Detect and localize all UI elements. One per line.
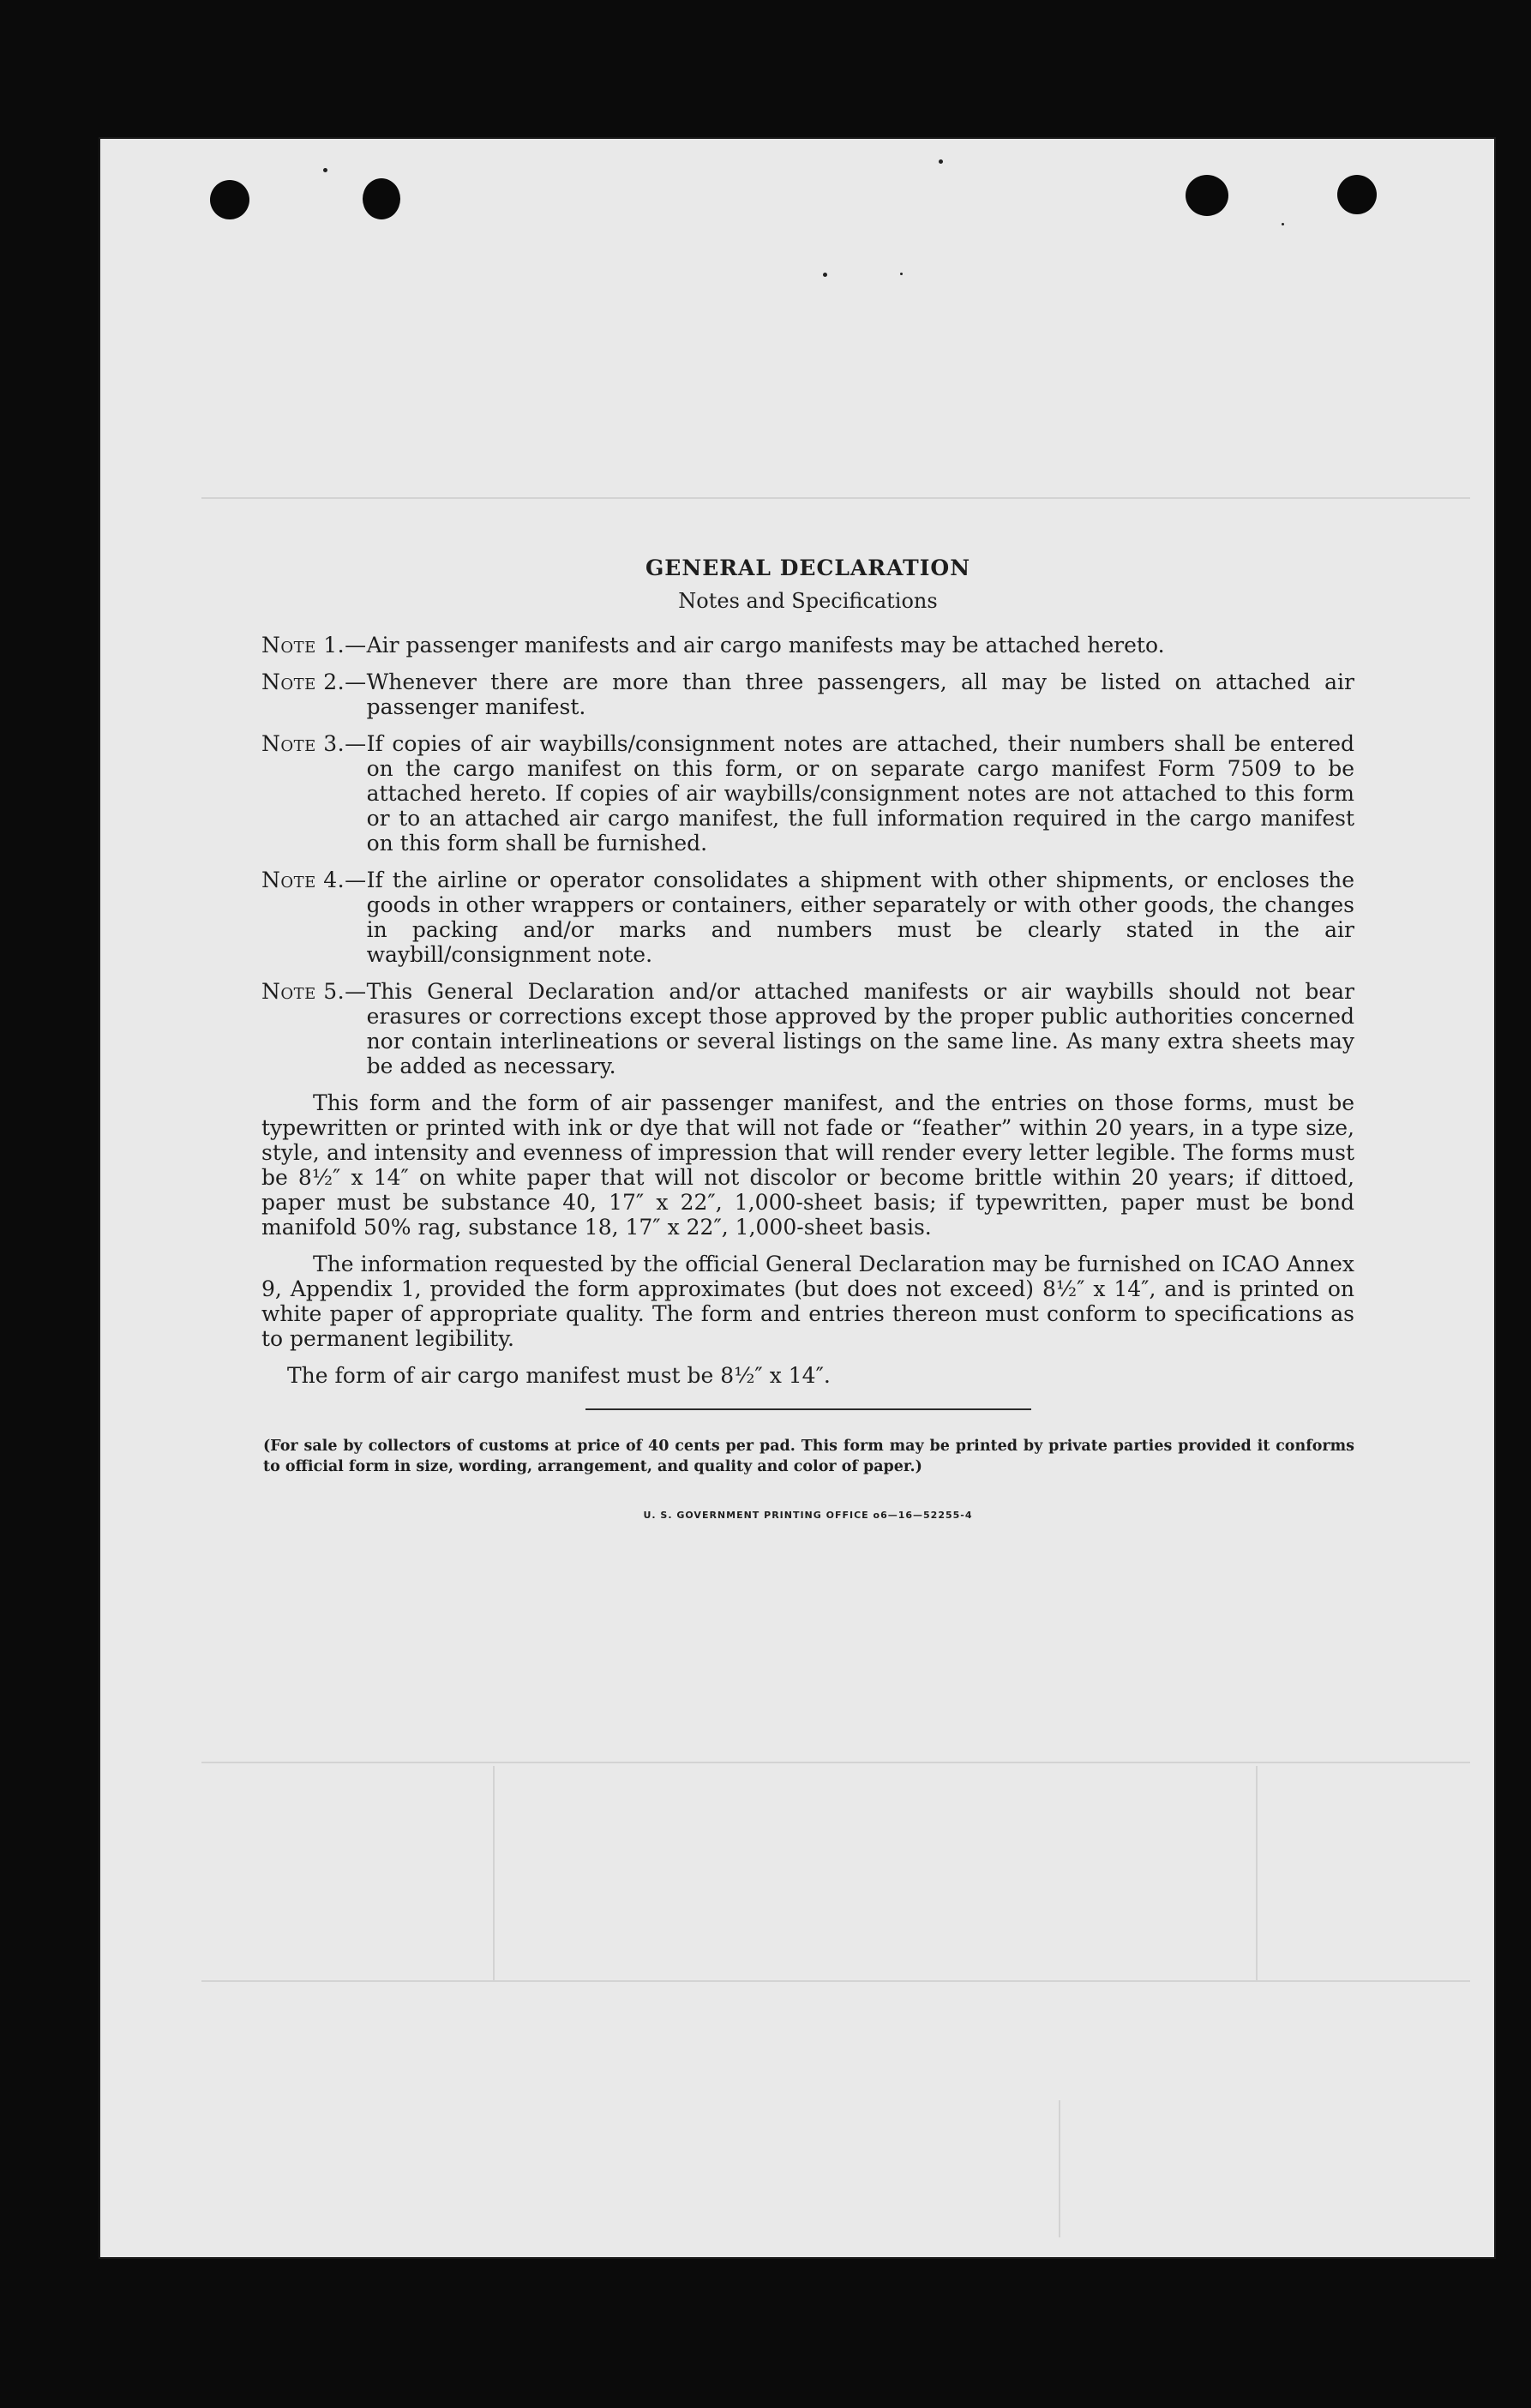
punch-hole <box>1337 175 1377 214</box>
punch-hole <box>363 178 400 219</box>
speck <box>939 159 943 164</box>
page-title: GENERAL DECLARATION <box>645 555 971 580</box>
speck <box>900 273 903 275</box>
bleed-through <box>493 1766 495 1980</box>
note-text: Air passenger manifests and air cargo manifests may be attached hereto. <box>366 633 1165 658</box>
paragraph-form-specs: This form and the form of air passenger manifest, and the entries on those forms, must be typewritten or printed with ink or dye that will not fade or “feather” within 20 years, in a type size, style, and intensity and evenness of impression that will render every letter legible. The forms must be 8½″ x 14″ on white paper that will not discolor or become brittle within 20 years; if dittoed, paper must be substance 40, 17″ x 22″, 1,000-sheet basis; if typewritten, paper must be bond manifold 50% rag, substance 18, 17″ x 22″, 1,000-sheet basis. <box>261 1090 1354 1240</box>
note-4 <box>261 868 1354 967</box>
note-label: Note 1.— <box>261 633 367 658</box>
document-page <box>99 137 1496 2259</box>
note-label: Note 2.— <box>261 670 367 694</box>
note-text: This General Declaration and/or attached manifests or air waybills should not bear erasures or corrections except those approved by the proper public authorities concerned nor contain interlineations or several listings on the same line. As many extra sheets may be added as necessary. <box>366 979 1354 1078</box>
speck <box>823 273 827 277</box>
declaration-content <box>261 555 1354 1528</box>
speck <box>323 168 327 172</box>
punch-hole <box>1186 175 1228 216</box>
bleed-through <box>1256 1766 1258 1980</box>
printer-line: U. S. GOVERNMENT PRINTING OFFICE o6—16—52255-4 <box>643 1510 973 1521</box>
bleed-through <box>1059 2100 1060 2237</box>
note-1 <box>261 633 1354 658</box>
note-text: If the airline or operator consolidates a shipment with other shipments, or encloses the goods in other wrappers or containers, either separately or with other goods, the changes in packing and/or marks and numbers must be clearly stated in the air waybill/consignment note. <box>366 868 1354 967</box>
page-subtitle: Notes and Specifications <box>678 589 938 613</box>
bleed-through <box>201 1980 1470 1982</box>
paragraph-icao: The information requested by the official General Declaration may be furnished on ICAO Annex 9, Appendix 1, provided the form approximates (but does not exceed) 8½″ x 14″, and is printed on white paper of appropriate quality. The form and entries thereon must conform to specifications as to permanent legibility. <box>261 1252 1354 1351</box>
note-label: Note 5.— <box>261 979 367 1004</box>
note-label: Note 3.— <box>261 731 367 756</box>
note-text: Whenever there are more than three passengers, all may be listed on attached air passenger manifest. <box>366 670 1354 719</box>
paragraph-cargo-manifest: The form of air cargo manifest must be 8½″ x 14″. <box>287 1363 831 1388</box>
note-label: Note 4.— <box>261 868 367 892</box>
divider <box>585 1408 1031 1410</box>
speck <box>1282 223 1284 225</box>
punch-hole <box>210 180 249 219</box>
bleed-through <box>201 1762 1470 1763</box>
note-5 <box>261 979 1354 1078</box>
note-text: If copies of air waybills/consignment notes are attached, their numbers shall be entered on the cargo manifest on this form, or on separate cargo manifest Form 7509 to be attached hereto. If copies of air waybills/consignment notes are not attached to this form or to an attached air cargo manifest, the full information required in the cargo manifest on this form shall be furnished. <box>366 731 1354 856</box>
sale-notice: (For sale by collectors of customs at price of 40 cents per pad. This form may be printed by private parties provided it conforms to official form in size, wording, arrangement, and quality and color of paper.) <box>263 1438 1354 1475</box>
note-3 <box>261 731 1354 856</box>
bleed-through <box>201 497 1470 499</box>
note-2 <box>261 670 1354 719</box>
